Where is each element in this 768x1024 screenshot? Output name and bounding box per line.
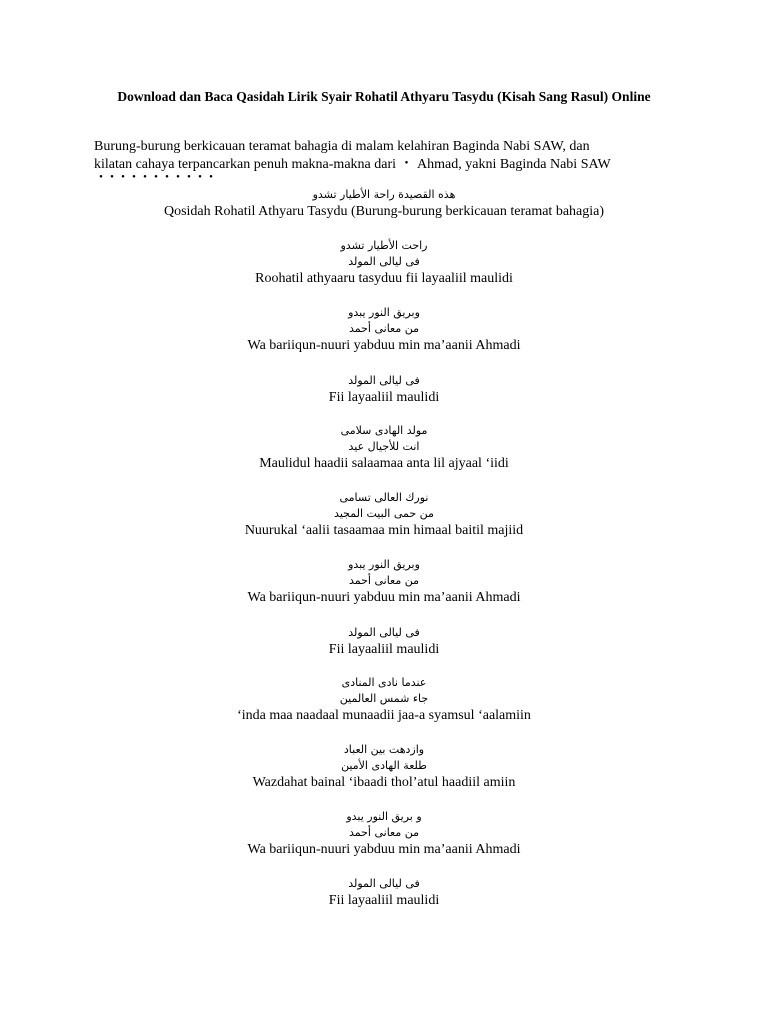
- transliteration-line: Nuurukal ‘aalii tasaamaa min himaal baitil majiid: [244, 523, 524, 538]
- stanza: [84, 809, 684, 859]
- arabic-line: فى ليالى المولد: [348, 374, 420, 387]
- stanza: [84, 742, 684, 792]
- transliteration-line: Fii layaaliil maulidi: [328, 390, 440, 405]
- arabic-line: جاء شمس العالمين: [339, 692, 429, 705]
- transliteration-line: Fii layaaliil maulidi: [328, 642, 440, 657]
- intro-paragraph: [94, 138, 684, 185]
- arabic-line: من معانى أحمد: [348, 826, 420, 839]
- arabic-line: مولد الهادى سلامى: [340, 424, 428, 437]
- arabic-line: فى ليالى المولد: [348, 626, 420, 639]
- heading-arabic: هذه القصيدة راحة الأطيار تشدو: [312, 188, 456, 201]
- arabic-line: من معانى أحمد: [348, 322, 420, 335]
- arabic-line: راحت الأطيار تشدو: [340, 239, 428, 252]
- arabic-line: فى ليالى المولد: [348, 877, 420, 890]
- stanza: [84, 876, 684, 910]
- transliteration-line: Roohatil athyaaru tasyduu fii layaaliil maulidi: [255, 271, 513, 286]
- stanza: [84, 305, 684, 355]
- transliteration-line: Wa bariiqun-nuuri yabduu min ma’aanii Ahmadi: [247, 590, 521, 605]
- transliteration-line: Wa bariiqun-nuuri yabduu min ma’aanii Ahmadi: [247, 842, 521, 857]
- arabic-line: عندما نادى المنادى: [341, 676, 427, 689]
- stanza: [84, 423, 684, 473]
- transliteration-line: ‘inda maa naadaal munaadii jaa-a syamsul ‘aalamiin: [237, 708, 531, 723]
- arabic-line: من معانى أحمد: [348, 574, 420, 587]
- heading-translation: Qosidah Rohatil Athyaru Tasydu (Burung-burung berkicauan teramat bahagia): [163, 204, 605, 219]
- stanza: [84, 625, 684, 659]
- stanza: [84, 675, 684, 725]
- stanza: [84, 557, 684, 607]
- arabic-line: و بريق النور يبدو: [346, 810, 422, 823]
- arabic-line: وازدهت بين العباد: [343, 743, 425, 756]
- transliteration-line: Wa bariiqun-nuuri yabduu min ma’aanii Ahmadi: [247, 338, 521, 353]
- arabic-line: وبريق النور يبدو: [348, 306, 420, 319]
- poem-heading: [84, 187, 684, 221]
- arabic-line: طلعة الهادى الأمين: [341, 759, 427, 772]
- intro-line: kilatan cahaya terpancarkan penuh makna-makna dari ・ Ahmad, yakni Baginda Nabi SAW: [94, 156, 611, 172]
- stanza: [84, 238, 684, 288]
- arabic-line: فى ليالى المولد: [348, 255, 420, 268]
- arabic-line: وبريق النور يبدو: [348, 558, 420, 571]
- stanza: [84, 490, 684, 540]
- transliteration-line: Wazdahat bainal ‘ibaadi thol’atul haadiil amiin: [252, 775, 516, 790]
- arabic-line: من حمى البيت المجيد: [334, 507, 434, 520]
- transliteration-line: Maulidul haadii salaamaa anta lil ajyaal ‘iidi: [259, 456, 509, 471]
- stanza: [84, 373, 684, 407]
- transliteration-line: Fii layaaliil maulidi: [328, 893, 440, 908]
- document-title: Download dan Baca Qasidah Lirik Syair Rohatil Athyaru Tasydu (Kisah Sang Rasul) Online: [117, 89, 651, 104]
- intro-line: ・・・・・・・・・・・: [94, 171, 215, 186]
- arabic-line: نورك العالى تسامى: [339, 491, 429, 504]
- intro-line: Burung-burung berkicauan teramat bahagia di malam kelahiran Baginda Nabi SAW, dan: [94, 139, 590, 154]
- arabic-line: انت للأجيال عيد: [348, 440, 420, 453]
